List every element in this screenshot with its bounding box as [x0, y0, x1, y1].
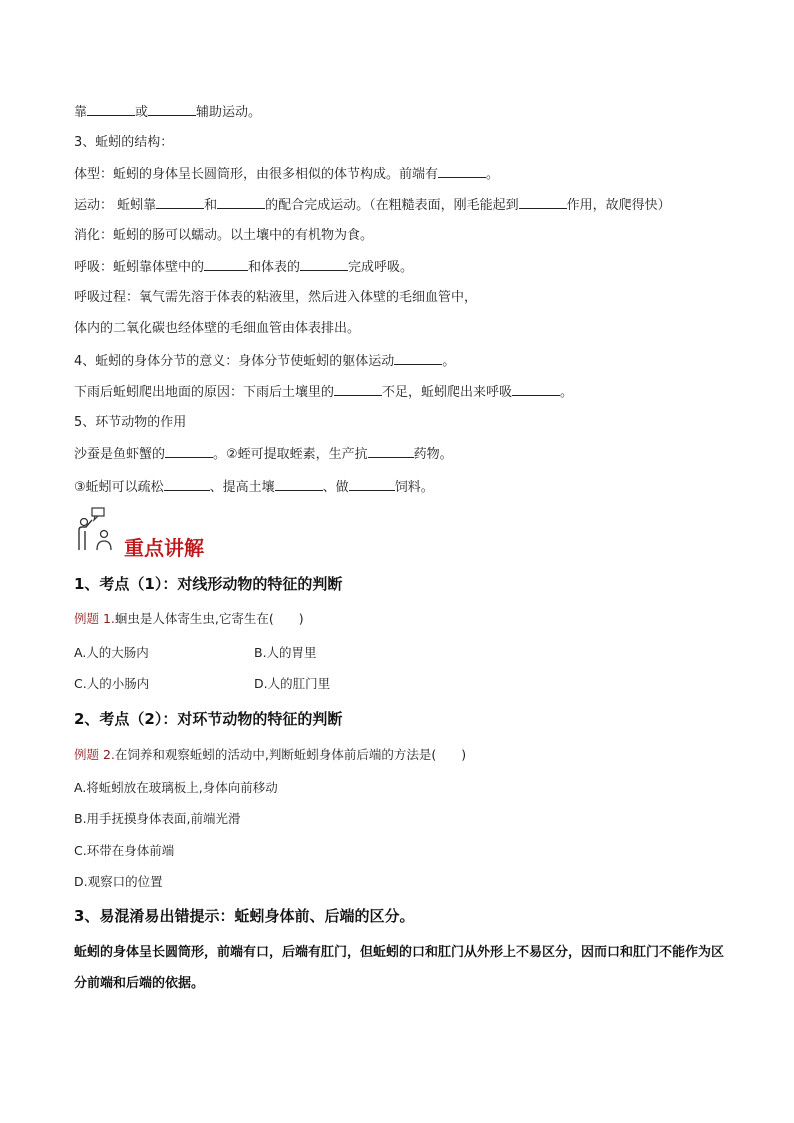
example-2-option-d: D.观察口的位置 — [74, 874, 163, 889]
teacher-icon — [76, 506, 118, 552]
fill-line-breathing: 呼吸：蚯蚓靠体壁中的 和体表的 完成呼吸。 — [74, 260, 414, 275]
blank — [275, 478, 323, 491]
example-1-option-a: A.人的大肠内 — [74, 645, 149, 660]
example-1-option-b: B.人的胃里 — [254, 645, 317, 660]
blank — [148, 103, 196, 116]
structure-title: 3、蚯蚓的结构： — [74, 135, 174, 150]
kaodian-1-title: 1、考点（1）：对线形动物的特征的判断 — [74, 575, 343, 593]
blank — [438, 165, 486, 178]
blank — [334, 383, 382, 396]
kaodian-2-title: 2、考点（2）：对环节动物的特征的判断 — [74, 710, 343, 728]
blank — [164, 478, 210, 491]
fill-line-role-2: ③蚯蚓可以疏松 、提高土壤 、做 饲料。 — [74, 480, 434, 495]
fill-line-support-movement: 靠 或 辅助运动。 — [74, 105, 262, 120]
example-2-option-c: C.环带在身体前端 — [74, 843, 175, 858]
blank — [165, 445, 213, 458]
example-1-option-c: C.人的小肠内 — [74, 676, 150, 691]
blank — [519, 196, 567, 209]
blank — [204, 258, 248, 271]
blank — [217, 196, 265, 209]
example-2-option-a: A.将蚯蚓放在玻璃板上,身体向前移动 — [74, 780, 278, 795]
fill-line-movement: 运动： 蚯蚓靠 和 的配合完成运动。（在粗糙表面，刚毛能起到 作用，故爬得快） — [74, 198, 671, 213]
section-title: 重点讲解 — [124, 536, 204, 560]
example-2-question: 例题 2.在饲养和观察蚯蚓的活动中,判断蚯蚓身体前后端的方法是( ) — [74, 747, 467, 762]
blank — [300, 258, 348, 271]
breath-process-2: 体内的二氧化碳也经体壁的毛细血管由体表排出。 — [74, 321, 361, 336]
blank — [368, 445, 414, 458]
blank — [87, 103, 135, 116]
blank — [349, 478, 395, 491]
fill-line-segments: 4、蚯蚓的身体分节的意义：身体分节使蚯蚓的躯体运动 。 — [74, 354, 456, 369]
example-1-option-d: D.人的肛门里 — [254, 676, 331, 691]
blank — [512, 383, 560, 396]
digestion-line: 消化：蚯蚓的肠可以蠕动。以土壤中的有机物为食。 — [74, 228, 374, 243]
fill-line-rain: 下雨后蚯蚓爬出地面的原因：下雨后土壤里的 不足，蚯蚓爬出来呼吸 。 — [74, 385, 574, 400]
fill-line-body-shape: 体型：蚯蚓的身体呈长圆筒形，由很多相似的体节构成。前端有 。 — [74, 167, 500, 182]
example-1-question: 例题 1.蛔虫是人体寄生虫,它寄生在( ) — [74, 611, 304, 626]
tip-title: 3、易混淆易出错提示：蚯蚓身体前、后端的区分。 — [74, 907, 415, 925]
fill-line-role-1: 沙蚕是鱼虾蟹的 。②蛭可提取蛭素，生产抗 药物。 — [74, 447, 453, 462]
example-2-option-b: B.用手抚摸身体表面,前端光滑 — [74, 811, 241, 826]
blank — [394, 352, 442, 365]
tip-body: 蚯蚓的身体呈长圆筒形，前端有口，后端有肛门，但蚯蚓的口和肛门从外形上不易区分，因而口和肛门不能作为区分前端和后端的依据。 — [74, 945, 725, 991]
role-title: 5、环节动物的作用 — [74, 415, 187, 430]
breath-process-1: 呼吸过程：氧气需先溶于体表的粘液里，然后进入体壁的毛细血管中， — [74, 290, 478, 305]
blank — [156, 196, 204, 209]
